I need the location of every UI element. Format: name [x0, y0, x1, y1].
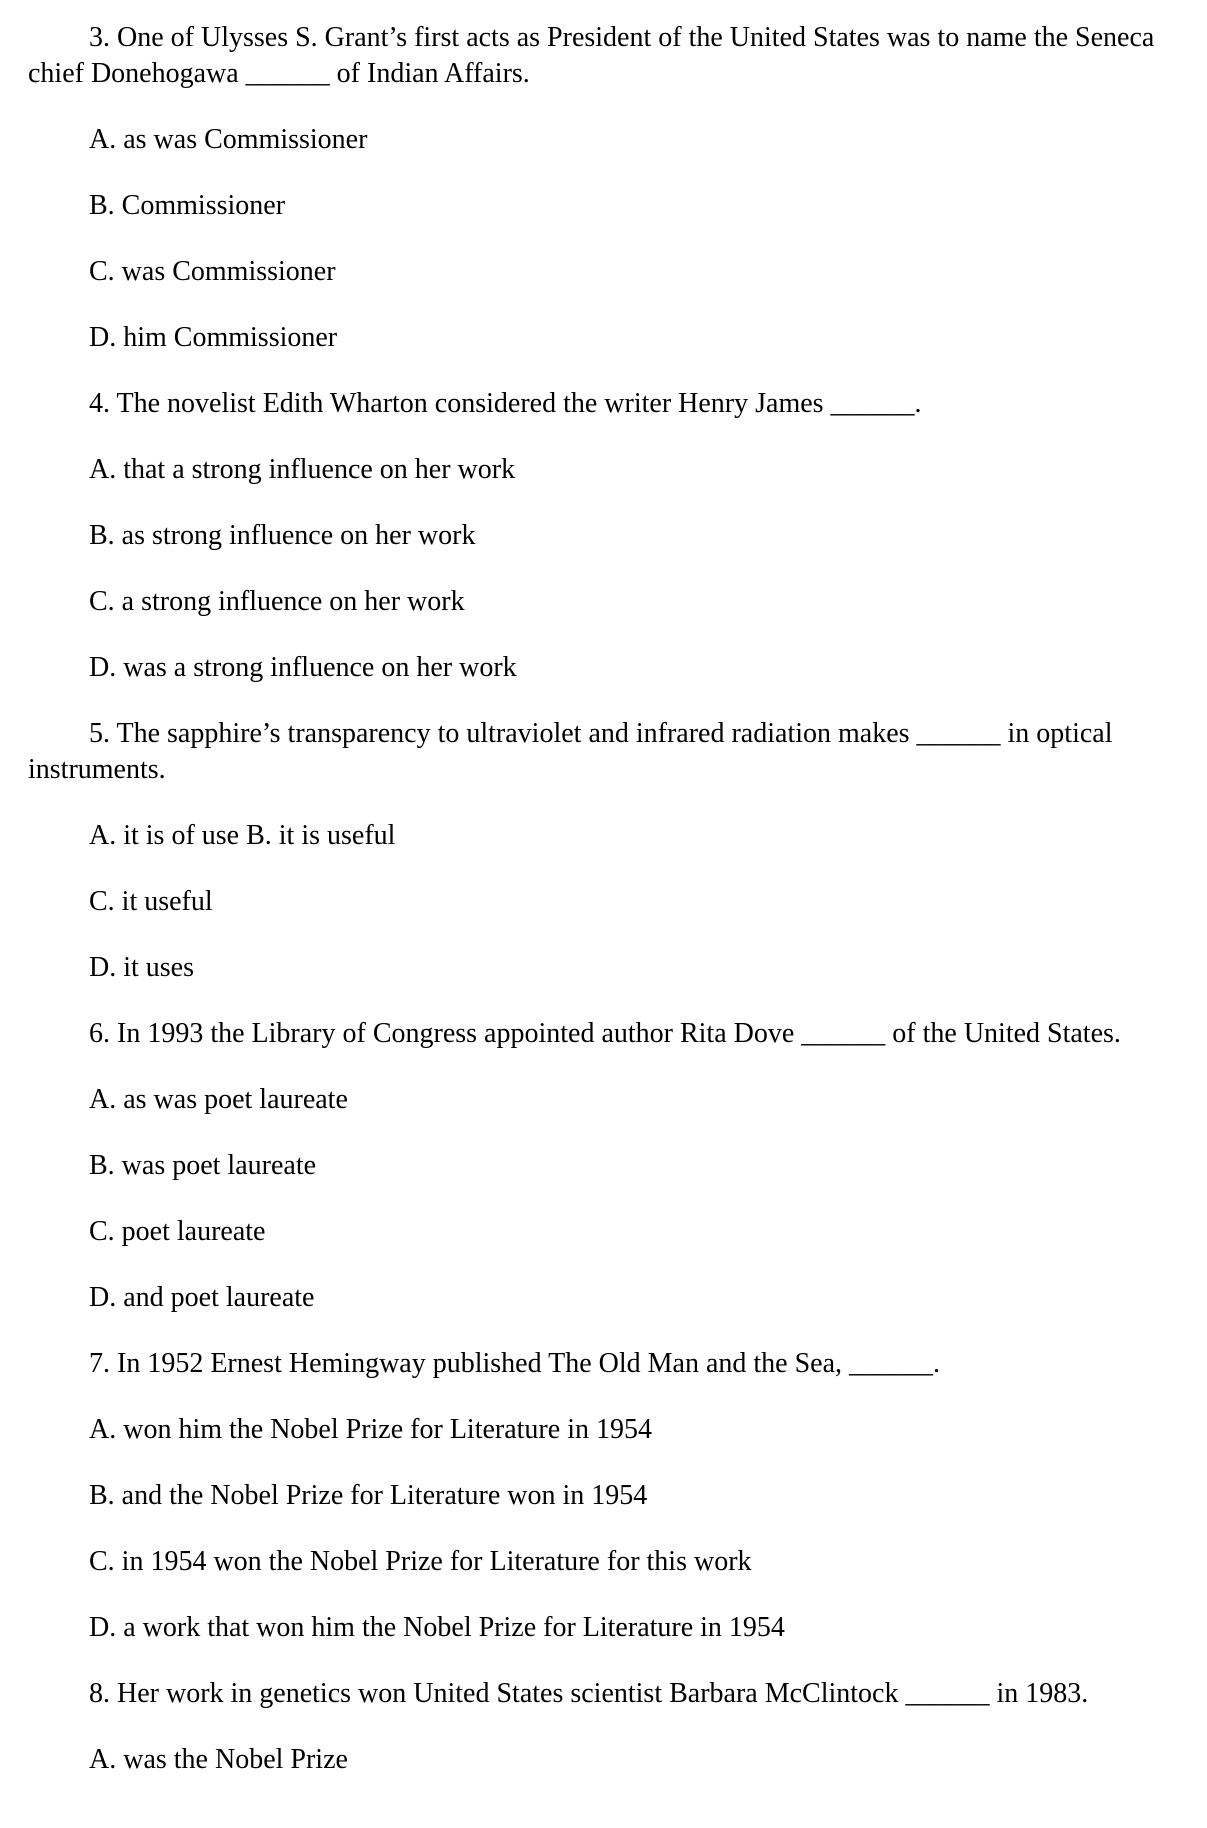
- question-6-option-a: A. as was poet laureate: [89, 1084, 348, 1115]
- question-8-stem: 8. Her work in genetics won United States scientist Barbara McClintock ______ in 1983.: [89, 1678, 1089, 1709]
- question-3-option-c: C. was Commissioner: [89, 256, 336, 287]
- question-8-option-a: A. was the Nobel Prize: [89, 1744, 348, 1775]
- question-4-option-b: B. as strong influence on her work: [89, 520, 476, 551]
- question-5-stem: 5. The sapphire’s transparency to ultraviolet and infrared radiation makes ______ in optical instruments.: [28, 718, 1113, 785]
- question-7-option-d: D. a work that won him the Nobel Prize for Literature in 1954: [89, 1612, 785, 1643]
- question-6-option-c: C. poet laureate: [89, 1216, 266, 1247]
- question-6-option-b: B. was poet laureate: [89, 1150, 317, 1181]
- question-4-option-a: A. that a strong influence on her work: [89, 454, 516, 485]
- question-3-option-b: B. Commissioner: [89, 190, 286, 221]
- question-7-option-a: A. won him the Nobel Prize for Literature in 1954: [89, 1414, 652, 1445]
- question-3-option-d: D. him Commissioner: [89, 322, 338, 353]
- question-4-option-c: C. a strong influence on her work: [89, 586, 465, 617]
- question-6-stem: 6. In 1993 the Library of Congress appointed author Rita Dove ______ of the United States.: [89, 1018, 1121, 1049]
- question-3-stem: 3. One of Ulysses S. Grant’s first acts as President of the United States was to name the Seneca chief Donehogawa ______ of Indian Affairs.: [28, 22, 1155, 89]
- question-4-option-d: D. was a strong influence on her work: [89, 652, 517, 683]
- question-7-option-c: C. in 1954 won the Nobel Prize for Literature for this work: [89, 1546, 752, 1577]
- question-7-option-b: B. and the Nobel Prize for Literature won in 1954: [89, 1480, 648, 1511]
- question-3-option-a: A. as was Commissioner: [89, 124, 368, 155]
- question-7-stem: 7. In 1952 Ernest Hemingway published The Old Man and the Sea, ______.: [89, 1348, 941, 1379]
- question-5-option-d: D. it uses: [89, 952, 194, 983]
- question-6-option-d: D. and poet laureate: [89, 1282, 315, 1313]
- question-5-option-c: C. it useful: [89, 886, 213, 917]
- question-5-option-a-b: A. it is of use B. it is useful: [89, 820, 396, 851]
- question-4-stem: 4. The novelist Edith Wharton considered the writer Henry James ______.: [89, 388, 922, 419]
